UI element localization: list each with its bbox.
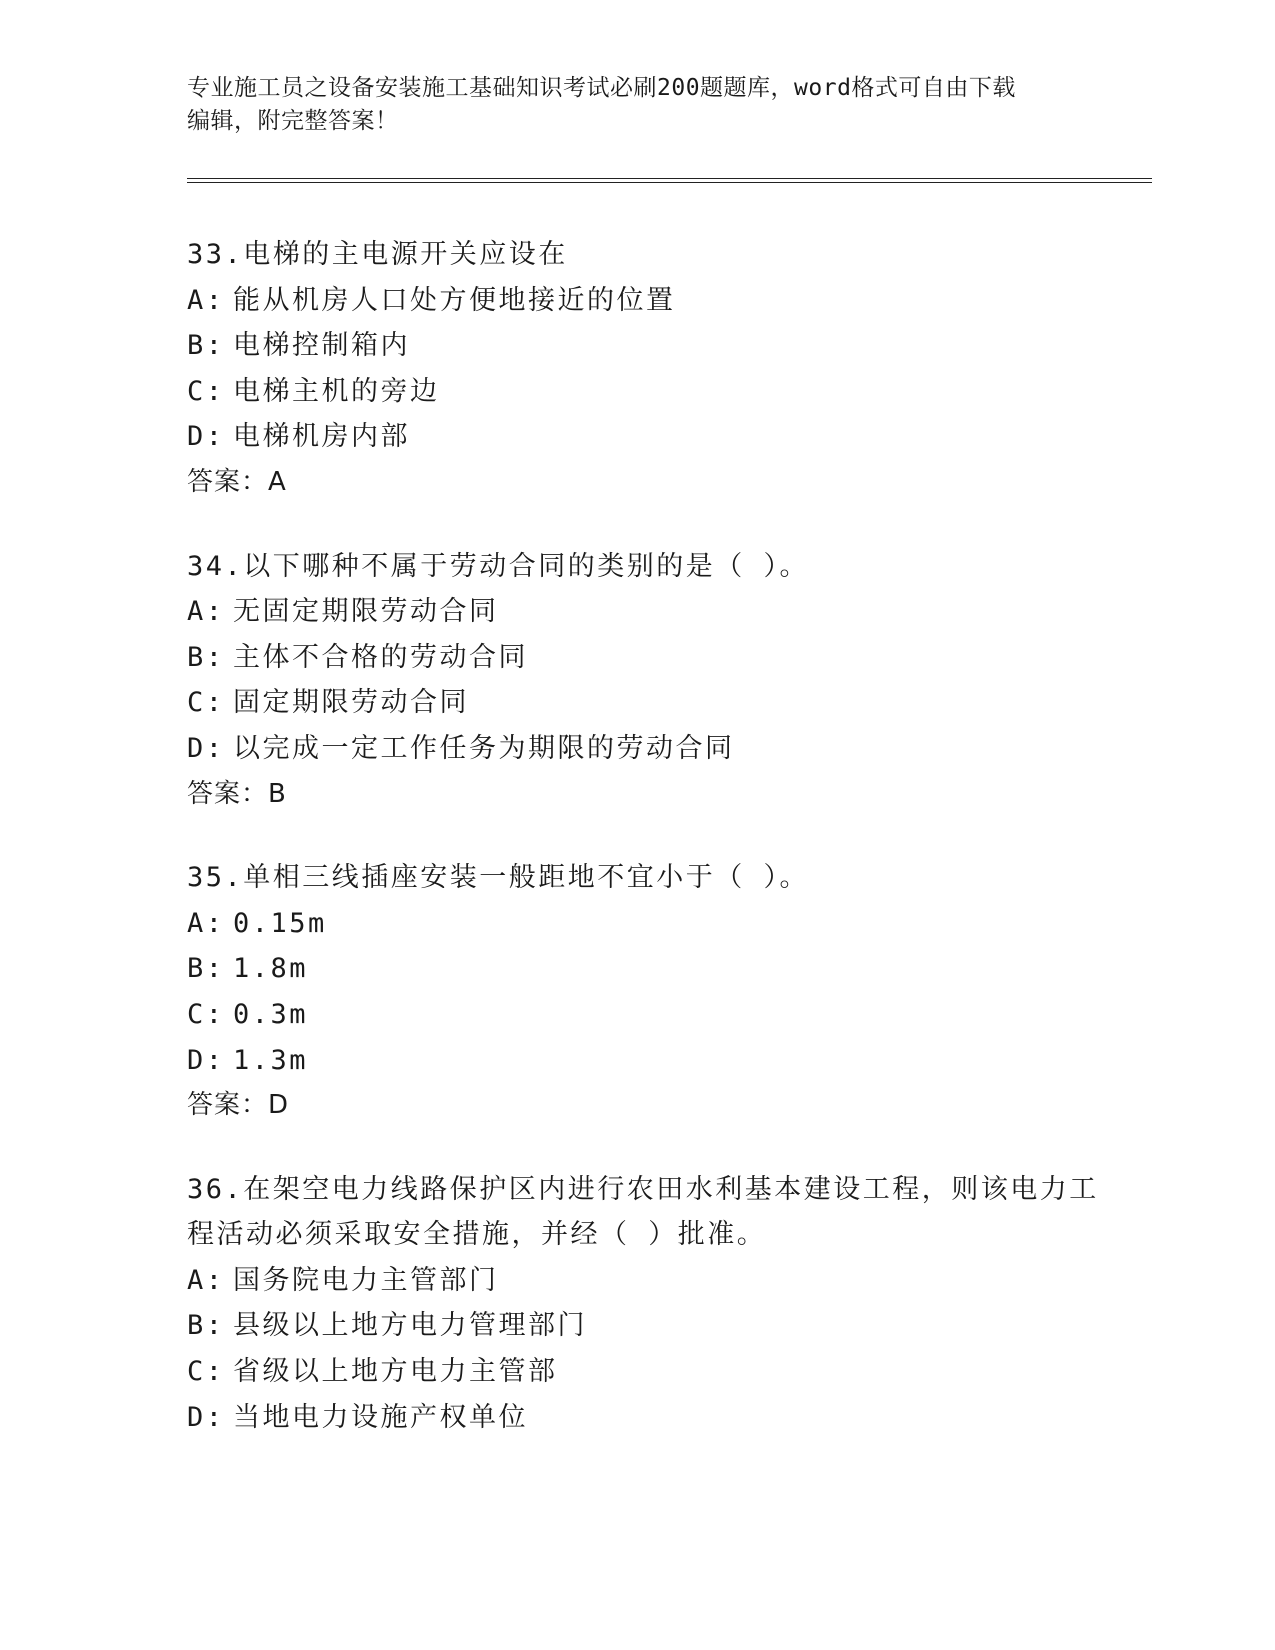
option-text: 1.8m [233, 953, 309, 985]
question-stem-line: 36.在架空电力线路保护区内进行农田水利基本建设工程，则该电力工 [187, 1173, 1099, 1205]
option-key: D: [187, 732, 225, 764]
answer-line: 答案：B [187, 778, 287, 809]
option-a [187, 278, 1087, 324]
option-c [187, 369, 1087, 415]
option-d [187, 1395, 1087, 1441]
option-b [187, 635, 1087, 681]
option-text: 0.15m [233, 907, 327, 939]
option-text: 电梯控制箱内 [233, 330, 410, 362]
option-key: A: [187, 1264, 225, 1296]
question-33 [187, 232, 1087, 506]
option-a [187, 1258, 1087, 1304]
question-list [187, 232, 1099, 1478]
header-line-2: 编辑，附完整答案！ [187, 108, 399, 134]
option-d [187, 414, 1087, 460]
option-d [187, 726, 1087, 772]
option-key: B: [187, 641, 225, 673]
option-c [187, 1349, 1087, 1395]
header-line-1: 专业施工员之设备安装施工基础知识考试必刷200题题库，word格式可自由下载 [187, 75, 1016, 101]
header-divider [187, 178, 1152, 183]
option-text: 县级以上地方电力管理部门 [233, 1310, 587, 1342]
option-key: A: [187, 284, 225, 316]
option-key: C: [187, 375, 225, 407]
option-b [187, 946, 1087, 992]
option-c [187, 992, 1087, 1038]
option-key: A: [187, 907, 225, 939]
question-35 [187, 855, 1087, 1129]
option-key: C: [187, 998, 225, 1030]
option-text: 以完成一定工作任务为期限的劳动合同 [233, 732, 735, 764]
option-text: 能从机房人口处方便地接近的位置 [233, 284, 676, 316]
option-text: 当地电力设施产权单位 [233, 1401, 528, 1433]
question-stem [187, 1167, 1099, 1258]
question-36 [187, 1167, 1099, 1441]
option-b [187, 323, 1087, 369]
option-text: 1.3m [233, 1044, 309, 1076]
question-stem [187, 855, 1087, 901]
option-text: 主体不合格的劳动合同 [233, 641, 528, 673]
option-c [187, 680, 1087, 726]
option-a [187, 589, 1087, 635]
question-34 [187, 544, 1087, 818]
option-text: 电梯机房内部 [233, 421, 410, 453]
option-d [187, 1038, 1087, 1084]
answer-line: 答案：A [187, 466, 287, 497]
option-text: 无固定期限劳动合同 [233, 596, 499, 628]
question-stem-line: 程活动必须采取安全措施，并经（ ）批准。 [187, 1219, 767, 1251]
option-text: 固定期限劳动合同 [233, 687, 469, 719]
question-stem-line: 34.以下哪种不属于劳动合同的类别的是（ ）。 [187, 550, 810, 582]
option-key: C: [187, 1356, 225, 1388]
question-stem-line: 35.单相三线插座安装一般距地不宜小于（ ）。 [187, 862, 810, 894]
answer-line: 答案：D [187, 1090, 290, 1121]
option-key: A: [187, 596, 225, 628]
option-key: D: [187, 421, 225, 453]
option-key: D: [187, 1401, 225, 1433]
option-text: 国务院电力主管部门 [233, 1264, 499, 1296]
option-text: 电梯主机的旁边 [233, 375, 440, 407]
question-stem [187, 544, 1087, 590]
question-stem [187, 232, 1087, 278]
option-key: B: [187, 330, 225, 362]
option-text: 省级以上地方电力主管部 [233, 1356, 558, 1388]
document-header [187, 72, 1087, 138]
option-key: B: [187, 1310, 225, 1342]
option-a [187, 901, 1087, 947]
option-key: D: [187, 1044, 225, 1076]
option-b [187, 1303, 1087, 1349]
option-text: 0.3m [233, 998, 309, 1030]
option-key: C: [187, 687, 225, 719]
option-key: B: [187, 953, 225, 985]
question-stem-line: 33.电梯的主电源开关应设在 [187, 239, 568, 270]
